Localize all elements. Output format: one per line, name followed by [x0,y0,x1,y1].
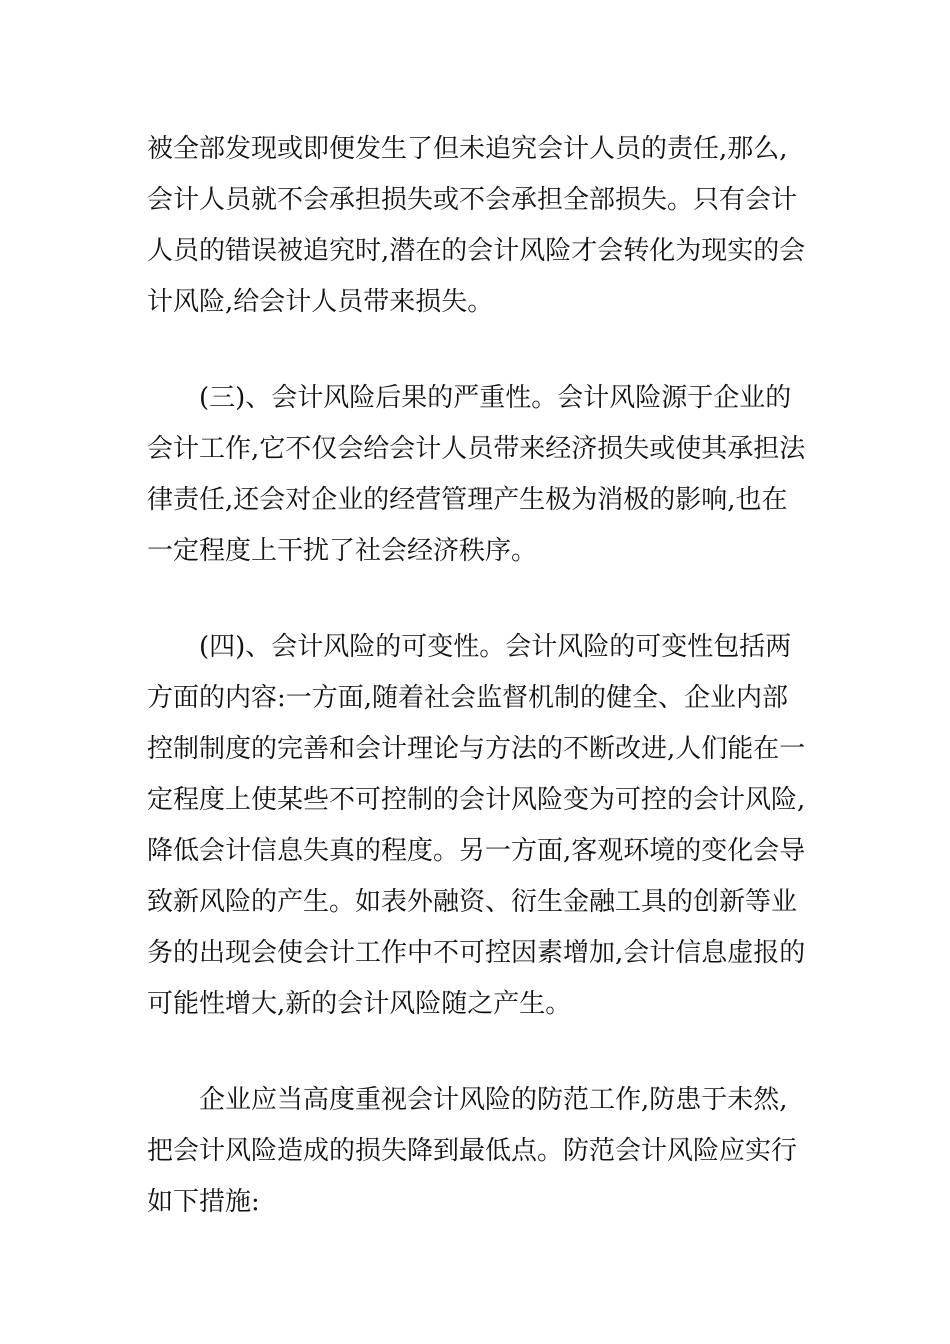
text-line: 会计工作,它不仅会给会计人员带来经济损失或使其承担法 [147,434,806,464]
text-line: 方面的内容:一方面,随着社会监督机制的健全、企业内部 [147,683,789,713]
text-line: 把会计风险造成的损失降到最低点。防范会计风险应实行 [147,1136,798,1166]
text-line: 人员的错误被追究时,潜在的会计风险才会转化为现实的会 [147,236,806,266]
text-line: 可能性增大,新的会计风险随之产生。 [147,989,572,1019]
text-line: 企业应当高度重视会计风险的防范工作,防患于未然, [199,1085,788,1115]
text-line: 律责任,还会对企业的经营管理产生极为消极的影响,也在 [147,485,788,515]
text-line: 降低会计信息失真的程度。另一方面,客观环境的变化会导 [147,836,806,866]
text-line: 一定程度上干扰了社会经济秩序。 [147,536,538,566]
paragraph-prevention [147,1075,827,1228]
text-line: 会计人员就不会承担损失或不会承担全部损失。只有会计 [147,185,798,215]
text-line: (三)、会计风险后果的严重性。会计风险源于企业的 [199,383,792,413]
text-line: (四)、会计风险的可变性。会计风险的可变性包括两 [199,632,792,662]
text-line: 务的出现会使会计工作中不可控因素增加,会计信息虚报的 [147,938,806,968]
text-line: 计风险,给会计人员带来损失。 [147,287,494,317]
paragraph-continuation [147,124,827,328]
paragraph-severity [147,373,827,577]
text-line: 致新风险的产生。如表外融资、衍生金融工具的创新等业 [147,887,798,917]
text-line: 控制制度的完善和会计理论与方法的不断改进,人们能在一 [147,734,806,764]
text-line: 被全部发现或即便发生了但未追究会计人员的责任,那么, [147,134,788,164]
paragraph-variability [147,622,827,1030]
text-line: 如下措施: [147,1187,260,1217]
text-line: 定程度上使某些不可控制的会计风险变为可控的会计风险, [147,785,806,815]
